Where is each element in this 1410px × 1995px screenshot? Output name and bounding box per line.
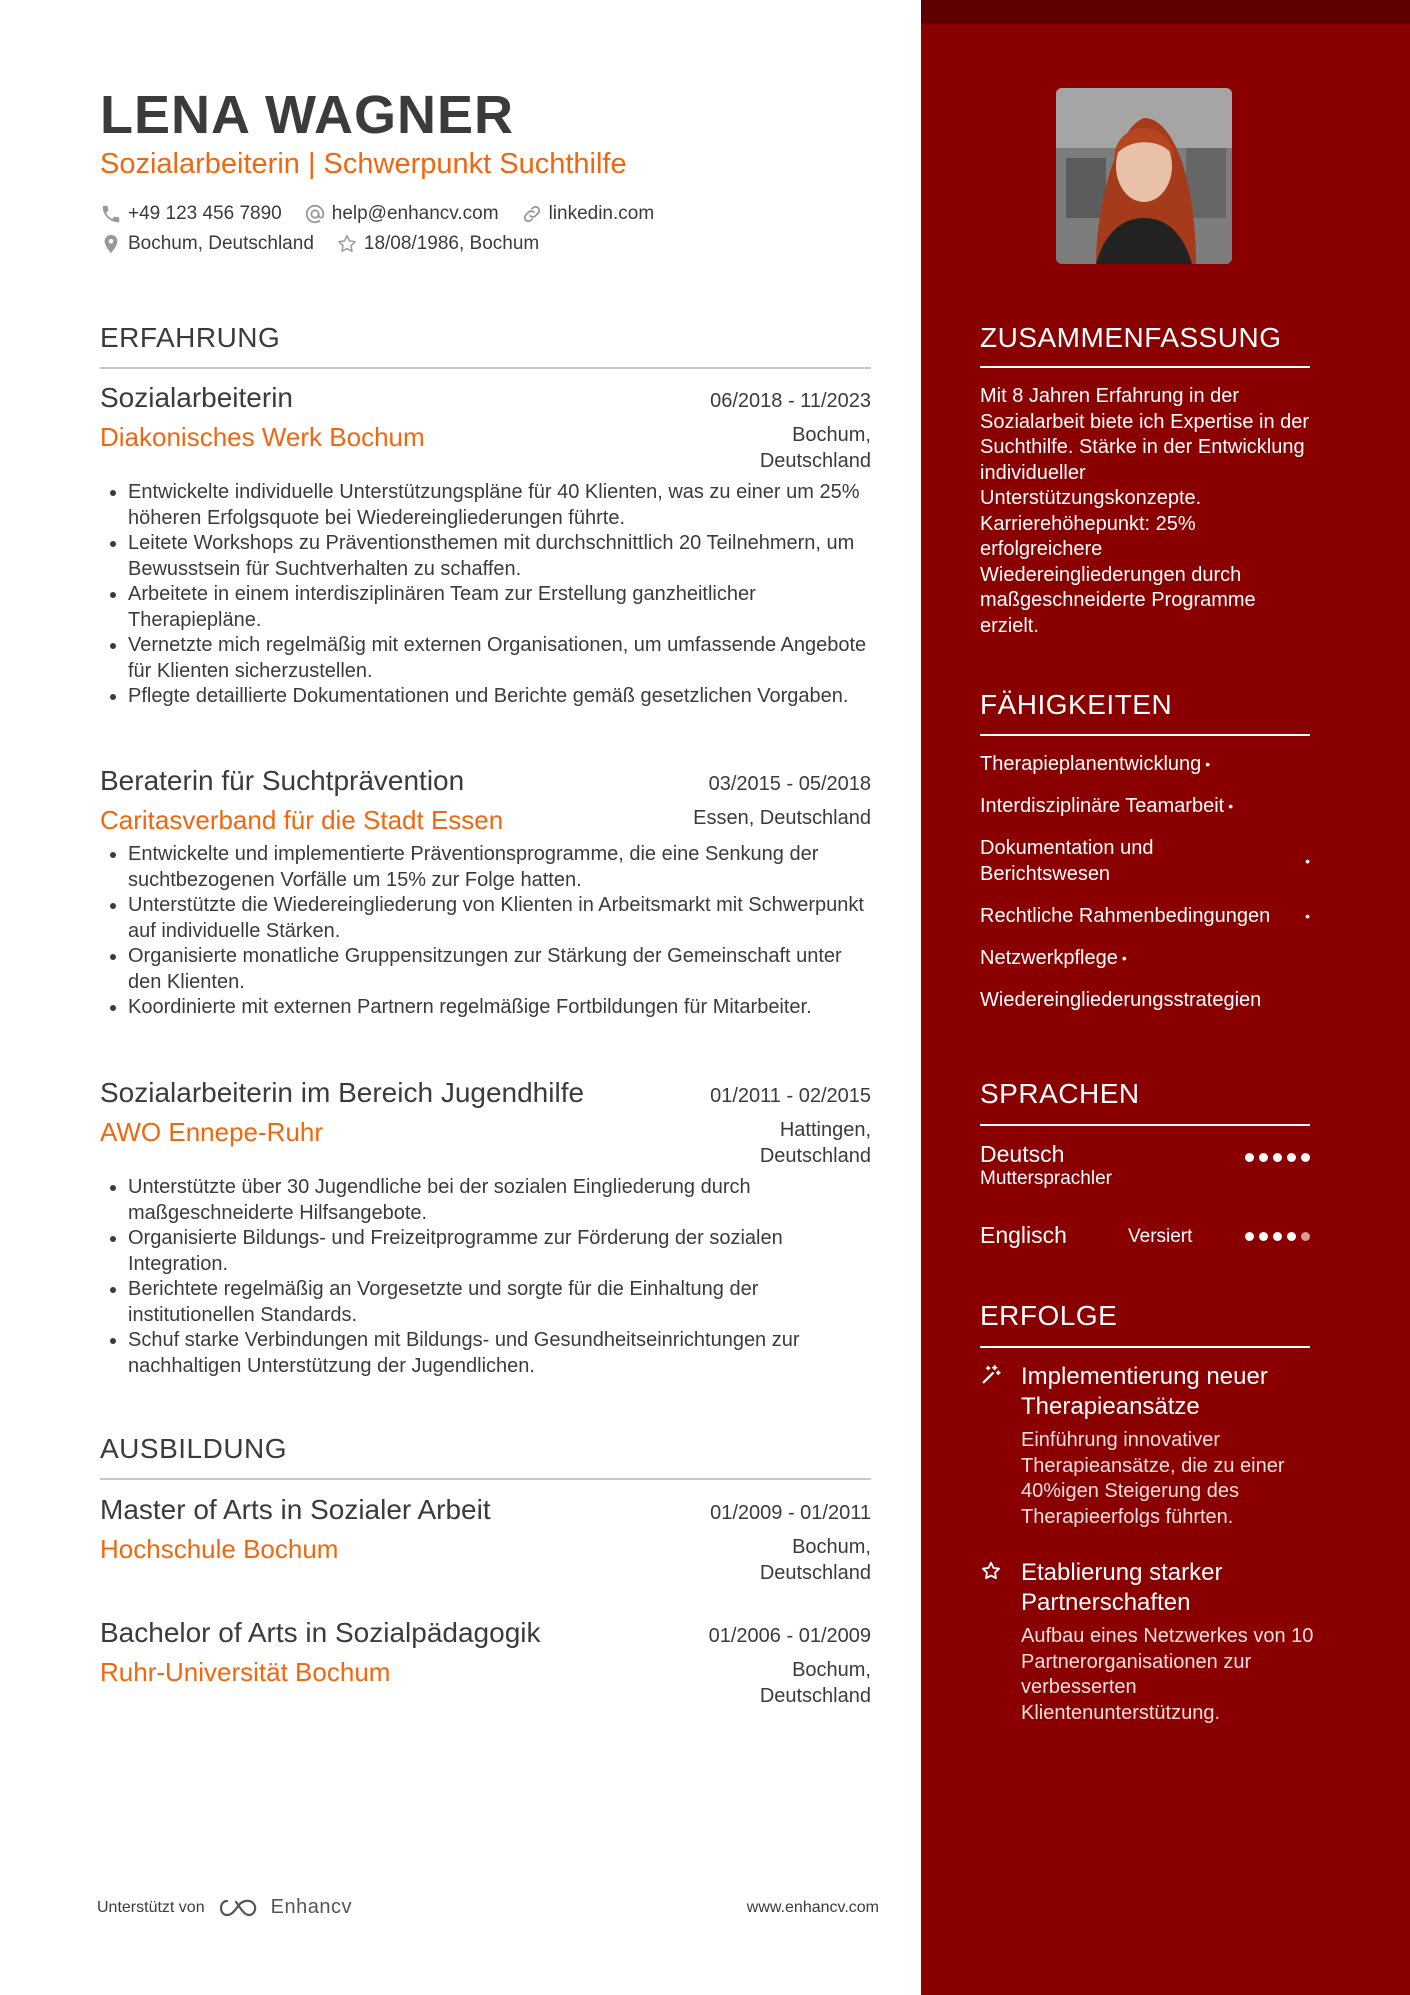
phone-icon xyxy=(100,203,122,225)
candidate-title: Sozialarbeiterin | Schwerpunkt Suchthilfe xyxy=(100,148,627,180)
rating-dot xyxy=(1245,1232,1254,1241)
job-dates: 01/2011 - 02/2015 xyxy=(710,1085,871,1107)
birth-text: 18/08/1986, Bochum xyxy=(363,233,540,254)
footer xyxy=(97,1896,879,1919)
experience-divider xyxy=(100,367,871,369)
sidebar-top-band xyxy=(921,0,1410,24)
achievement-item xyxy=(980,1362,1320,1530)
job-entry xyxy=(100,382,871,710)
location-text: Bochum, Deutschland xyxy=(128,233,314,254)
job-bullet: • Pflegte detaillierte Dokumentationen und Berichte gemäß gesetzlichen Vorgaben. xyxy=(128,684,871,710)
job-location: Bochum, Deutschland xyxy=(759,424,871,472)
skill-separator: • xyxy=(1228,798,1234,814)
achievement-title: Etablierung starker Partnerschaften xyxy=(1021,1559,1223,1616)
language-level: Versiert xyxy=(1128,1226,1193,1247)
skill-item xyxy=(980,751,1310,777)
job-bullet: • Unterstützte die Wiedereingliederung von Klienten in Arbeitsmarkt mit Schwerpunkt auf individuelle Stärken. xyxy=(128,893,871,944)
linkedin-text: linkedin.com xyxy=(548,203,655,224)
skill-separator: • xyxy=(1205,756,1211,772)
education-location: Bochum, Deutschland xyxy=(759,1659,871,1707)
job-bullet: • Vernetzte mich regelmäßig mit externen Organisationen, um umfassende Angebote für Klienten sicherzustellen. xyxy=(128,633,871,684)
job-bullet: • Organisierte monatliche Gruppensitzungen zur Stärkung der Gemeinschaft unter den Klienten. xyxy=(128,944,871,995)
job-entry xyxy=(100,1077,871,1379)
phone-text: +49 123 456 7890 xyxy=(128,203,282,224)
job-bullet: • Koordinierte mit externen Partnern regelmäßige Fortbildungen für Mitarbeiter. xyxy=(128,995,871,1021)
job-location: Hattingen, Deutschland xyxy=(759,1119,871,1167)
link-icon xyxy=(521,203,543,225)
job-dates: 06/2018 - 11/2023 xyxy=(710,390,871,412)
degree-title: Master of Arts in Sozialer Arbeit xyxy=(100,1494,491,1525)
contact-location xyxy=(100,233,314,255)
job-bullet: • Entwickelte individuelle Unterstützungspläne für 40 Klienten, was zu einer um 25% höheren Erfolgsquote bei Wiedereingliederungen führte. xyxy=(128,480,871,531)
job-bullets xyxy=(100,842,871,1021)
skill-label: Netzwerkpflege xyxy=(980,947,1118,969)
rating-dot xyxy=(1301,1153,1310,1162)
skill-label: Rechtliche Rahmenbedingungen xyxy=(980,905,1271,927)
achievements-divider xyxy=(980,1346,1310,1348)
job-organization: Diakonisches Werk Bochum xyxy=(100,422,425,452)
language-rating xyxy=(1240,1153,1310,1162)
skill-item xyxy=(980,835,1310,887)
rating-dot xyxy=(1259,1153,1268,1162)
skill-item xyxy=(980,793,1310,819)
job-bullet: • Schuf starke Verbindungen mit Bildungs- und Gesundheitseinrichtungen zur nachhaltigen Unterstützung der Jugendlichen. xyxy=(128,1328,871,1379)
job-bullet: • Organisierte Bildungs- und Freizeitprogramme zur Förderung der sozialen Integration. xyxy=(128,1226,871,1277)
skill-separator: • xyxy=(1305,853,1310,869)
job-role: Sozialarbeiterin xyxy=(100,382,293,413)
education-dates: 01/2006 - 01/2009 xyxy=(708,1625,871,1647)
rating-dot xyxy=(1259,1232,1268,1241)
skill-item xyxy=(980,987,1310,1013)
rating-dot-empty xyxy=(1301,1232,1310,1241)
job-entry xyxy=(100,765,871,1021)
language-name: Deutsch xyxy=(980,1141,1065,1167)
job-role: Beraterin für Suchtprävention xyxy=(100,765,465,796)
powered-by-text: Unterstützt von xyxy=(97,1898,205,1916)
sidebar xyxy=(921,0,1410,1995)
job-bullet: • Unterstützte über 30 Jugendliche bei der sozialen Eingliederung durch maßgeschneiderte Hilfsangebote. xyxy=(128,1175,871,1226)
job-bullets xyxy=(100,480,871,710)
skill-label: Dokumentation und Berichtswesen xyxy=(980,837,1154,885)
languages-section-title: SPRACHEN xyxy=(980,1078,1140,1109)
contact-row-2 xyxy=(100,233,561,255)
achievement-title: Implementierung neuer Therapieansätze xyxy=(1021,1363,1268,1420)
language-item xyxy=(980,1141,1310,1201)
skill-label: Therapieplanentwicklung xyxy=(980,753,1202,775)
education-dates: 01/2009 - 01/2011 xyxy=(710,1502,871,1524)
school-name: Ruhr-Universität Bochum xyxy=(100,1657,391,1687)
contact-phone xyxy=(100,203,282,225)
job-bullet: • Leitete Workshops zu Präventionsthemen mit durchschnittlich 20 Teilnehmern, um Bewusstsein für Suchtverhalten zu schaffen. xyxy=(128,531,871,582)
rating-dot xyxy=(1287,1153,1296,1162)
rating-dot xyxy=(1287,1232,1296,1241)
achievements-section-title: ERFOLGE xyxy=(980,1300,1118,1331)
skill-label: Interdisziplinäre Teamarbeit xyxy=(980,795,1225,817)
education-divider xyxy=(100,1478,871,1480)
summary-text: Mit 8 Jahren Erfahrung in der Sozialarbeit biete ich Expertise in der Suchthilfe. Stärke in der Entwicklung individueller Unterstützungskonzepte. Karrierehöhepunkt: 25% erfolgreichere Wiedereingliederungen durch maßgeschneiderte Programme erzielt. xyxy=(980,385,1310,637)
education-location: Bochum, Deutschland xyxy=(759,1536,871,1584)
degree-title: Bachelor of Arts in Sozialpädagogik xyxy=(100,1617,541,1648)
job-role: Sozialarbeiterin im Bereich Jugendhilfe xyxy=(100,1077,585,1108)
skill-item xyxy=(980,945,1310,971)
job-dates: 03/2015 - 05/2018 xyxy=(708,773,871,795)
language-item xyxy=(980,1222,1310,1254)
magic-wand-icon xyxy=(980,1364,1002,1386)
job-location: Essen, Deutschland xyxy=(693,807,871,829)
achievement-desc: Einführung innovativer Therapieansätze, die zu einer 40%igen Steigerung des Therapieerfolgs führten. xyxy=(1021,1429,1285,1528)
education-entry xyxy=(100,1494,871,1586)
contact-linkedin[interactable] xyxy=(521,203,655,225)
brand-name: Enhancv xyxy=(270,1896,352,1918)
skills-divider xyxy=(980,734,1310,736)
email-text: help@enhancv.com xyxy=(331,203,499,224)
candidate-name: LENA WAGNER xyxy=(100,85,514,145)
education-section-title: AUSBILDUNG xyxy=(100,1433,288,1464)
job-bullets xyxy=(100,1175,871,1379)
skill-separator: • xyxy=(1121,950,1127,966)
star-outline-icon xyxy=(336,233,358,255)
language-name: Englisch xyxy=(980,1222,1067,1248)
rating-dot xyxy=(1273,1153,1282,1162)
star-icon xyxy=(980,1560,1002,1582)
skill-item xyxy=(980,903,1310,929)
job-bullet: • Entwickelte und implementierte Präventionsprogramme, die eine Senkung der suchtbezogenen Vorfälle um 15% zur Folge hatten. xyxy=(128,842,871,893)
achievement-desc: Aufbau eines Netzwerkes von 10 Partnerorganisationen zur verbesserten Klientenunterstützung. xyxy=(1021,1625,1314,1724)
rating-dot xyxy=(1273,1232,1282,1241)
contact-row-1 xyxy=(100,203,676,225)
enhancv-logo-icon xyxy=(215,1897,261,1919)
skill-label: Wiedereingliederungsstrategien xyxy=(980,989,1262,1011)
summary-section-title: ZUSAMMENFASSUNG xyxy=(980,322,1282,353)
rating-dot xyxy=(1245,1153,1254,1162)
job-bullet: • Arbeitete in einem interdisziplinären Team zur Erstellung ganzheitlicher Therapiepläne. xyxy=(128,582,871,633)
job-organization: Caritasverband für die Stadt Essen xyxy=(100,805,504,835)
location-pin-icon xyxy=(100,233,122,255)
languages-divider xyxy=(980,1124,1310,1126)
job-bullet: • Berichtete regelmäßig an Vorgesetzte und sorgte für die Einhaltung der institutionellen Standards. xyxy=(128,1277,871,1328)
language-rating xyxy=(1240,1232,1310,1241)
achievement-item xyxy=(980,1558,1320,1726)
language-level: Muttersprachler xyxy=(980,1168,1112,1189)
summary-divider xyxy=(980,366,1310,368)
at-icon xyxy=(304,203,326,225)
skill-separator: • xyxy=(1305,908,1310,924)
footer-brand[interactable] xyxy=(97,1896,352,1919)
footer-url[interactable]: www.enhancv.com xyxy=(746,1898,879,1916)
experience-section-title: ERFAHRUNG xyxy=(100,322,281,353)
profile-photo xyxy=(1056,88,1232,264)
contact-email[interactable] xyxy=(304,203,499,225)
skills-section-title: FÄHIGKEITEN xyxy=(980,689,1173,720)
job-organization: AWO Ennepe-Ruhr xyxy=(100,1117,324,1147)
education-entry xyxy=(100,1617,871,1709)
school-name: Hochschule Bochum xyxy=(100,1534,339,1564)
contact-birth xyxy=(336,233,539,255)
